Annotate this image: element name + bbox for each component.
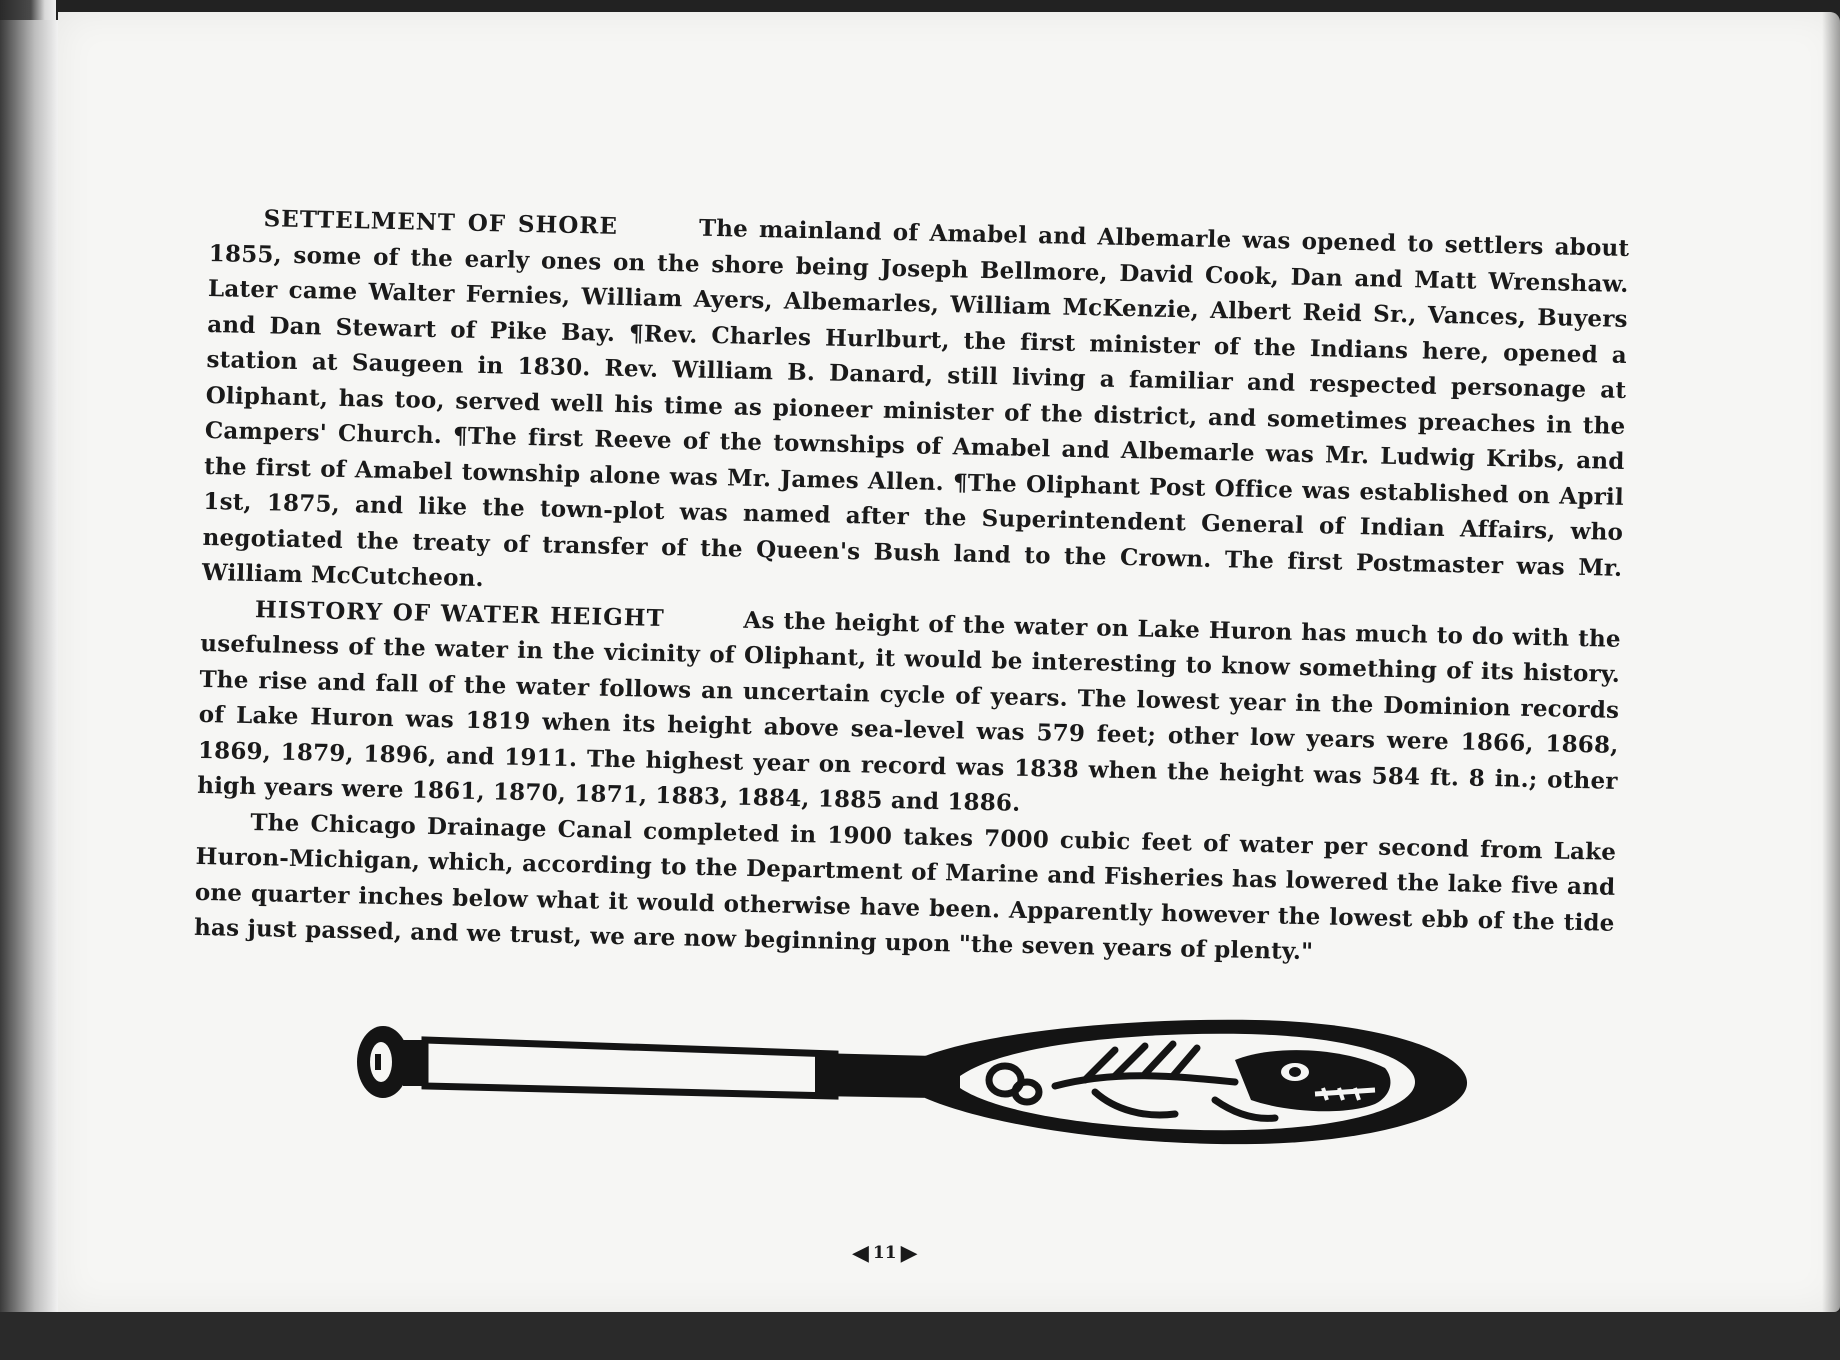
paragraph-chicago-canal: The Chicago Drainage Canal completed in 1900 takes 7000 cubic feet of water per second from Lake Huron-Michigan, which, according to the Department of Marine and Fisheries has lowered the lake five and one quarter inches below what it would otherwise have been. Apparently however the lowest ebb of the tide has just passed, and we trust, we are now beginning upon "the seven years of plenty." xyxy=(193,808,1617,966)
paragraph-settlement xyxy=(201,200,1629,621)
body-text xyxy=(194,200,1630,976)
scanner-background-bottom xyxy=(0,1312,1840,1360)
left-arrow-icon: ◀ xyxy=(852,1240,869,1266)
paragraph-water-height xyxy=(197,590,1621,834)
section-heading-water-height: HISTORY OF WATER HEIGHT xyxy=(254,595,665,632)
section-text-water-height: As the height of the water on Lake Huron has much to do with the usefulness of the water in the vicinity of Oliphant, it would be interesting to know something of its history. The rise and fall of the water follows an uncertain cycle of years. The lowest year in the Dominion records of Lake Huron was 1819 when its height above sea-level was 579 feet; other low years were 1866, 1868, 1869, 1879, 1896, and 1911. The highest year on record was 1838 when the height was 584 ft. 8 in.; other high years were 1861, 1870, 1871, 1883, 1884, 1885 and 1886. xyxy=(196,606,1622,817)
paddle-shaft-dark xyxy=(815,1053,935,1098)
paddle-shaft xyxy=(425,1040,835,1096)
carved-paddle-illustration xyxy=(355,1010,1475,1150)
right-arrow-icon: ▶ xyxy=(900,1240,918,1266)
page-number xyxy=(852,1242,918,1264)
left-page-edge xyxy=(0,20,60,1325)
section-text-settlement: The mainland of Amabel and Albemarle was opened to settlers about 1855, some of the early ones on the shore being Joseph Bellmore, David Cook, Dan and Matt Wrenshaw. Later came Walter Fernies, William Ayers, Albemarles, William McKenzie, Albert Reid Sr., Vances, Buyers and Dan Stewart of Pike Bay. ¶Rev. Charles Hurlburt, the first minister of the Indians here, opened a station at Saugeen in 1830. Rev. William B. Danard, still living a familiar and respected personage at Oliphant, has too, served well his time as pioneer minister of the district, and sometimes preaches in the Campers' Church. ¶The first Reeve of the townships of Amabel and Albemarle was Mr. Ludwig Kribs, and the first of Amabel township alone was Mr. James Allen. ¶The Oliphant Post Office was established on April 1st, 1875, and like the town-plot was named after the Superintendent General of Indian Affairs, who negotiated the treaty of transfer of the Queen's Bush land to the Crown. The first Postmaster was Mr. William McCutcheon. xyxy=(201,214,1630,593)
section-heading-settlement: SETTELMENT OF SHORE xyxy=(263,205,619,240)
page-number-label: 11 xyxy=(872,1243,897,1263)
page-edge-shadow xyxy=(1822,12,1840,1312)
